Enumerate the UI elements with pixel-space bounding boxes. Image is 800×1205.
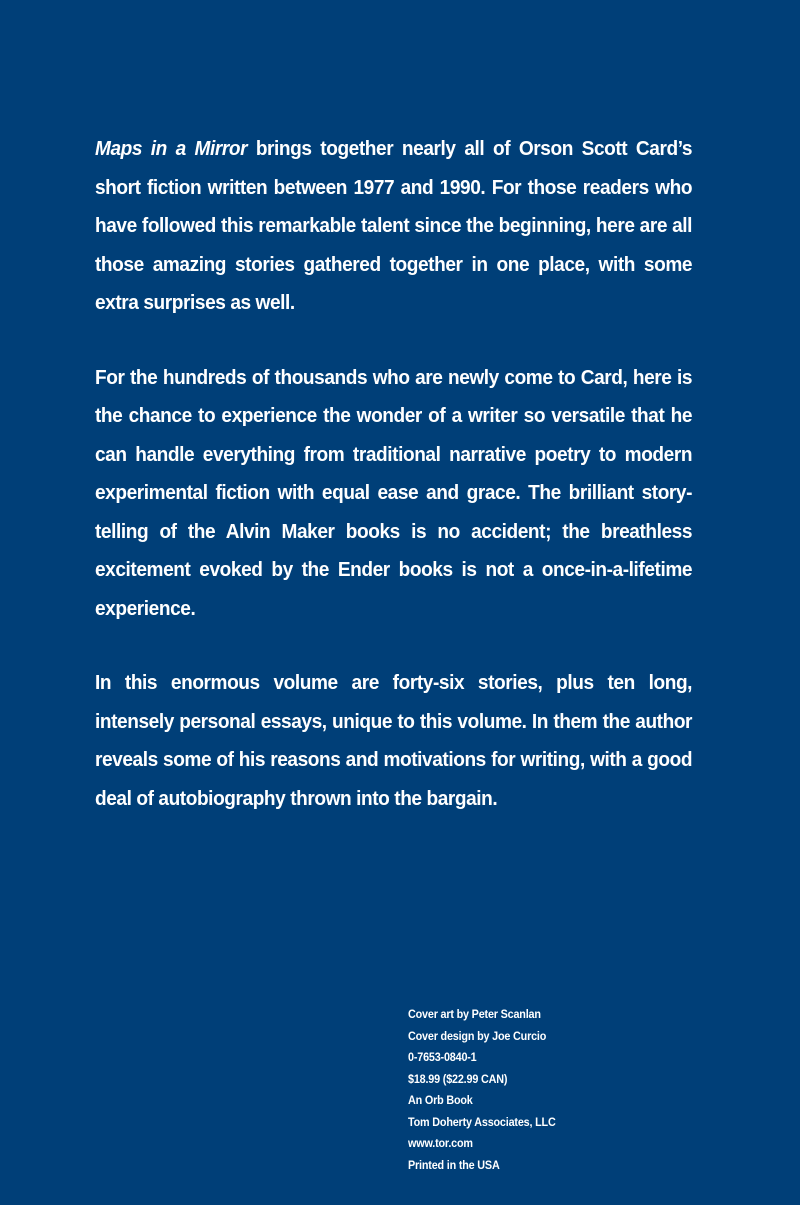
isbn: 0-7653-0840-1: [408, 1050, 477, 1064]
blurb-paragraph-3: In this enormous volume are forty-six stories, plus ten long, intensely personal essays, unique to this volume. In them the author reveals some of his reasons and motivations for writing, with a good deal of autobiography thrown into the bargain.: [95, 671, 693, 810]
blurb-paragraph-1: [95, 130, 692, 323]
cover-design-credit: Cover design by Joe Curcio: [408, 1028, 547, 1043]
publisher-website: www.tor.com: [408, 1136, 473, 1150]
publisher: Tom Doherty Associates, LLC: [408, 1114, 556, 1129]
imprint: An Orb Book: [408, 1093, 473, 1107]
credits-block: [408, 1004, 556, 1176]
price: $18.99 ($22.99 CAN): [408, 1071, 508, 1086]
blurb: [95, 130, 692, 854]
book-title: Maps in a Mirror: [95, 137, 248, 160]
cover-art-credit: Cover art by Peter Scanlan: [408, 1007, 541, 1021]
blurb-paragraph-1-text: brings together nearly all of Orson Scott Card’s short fiction written between 1977 and 1990. For those readers who have followed this remarkable talent since the beginning, here are all those amazing stories gathered together in one place, with some extra surprises as well.: [95, 137, 693, 314]
printed-in: Printed in the USA: [408, 1157, 500, 1172]
blurb-paragraph-2: For the hundreds of thousands who are newly come to Card, here is the chance to experience the wonder of a writer so versatile that he can handle everything from traditional narrative poetry to modern experimental fiction with equal ease and grace. The brilliant story-telling of the Alvin Maker books is no accident; the breathless excitement evoked by the Ender books is not a once-in-a-lifetime experience.: [95, 365, 693, 620]
